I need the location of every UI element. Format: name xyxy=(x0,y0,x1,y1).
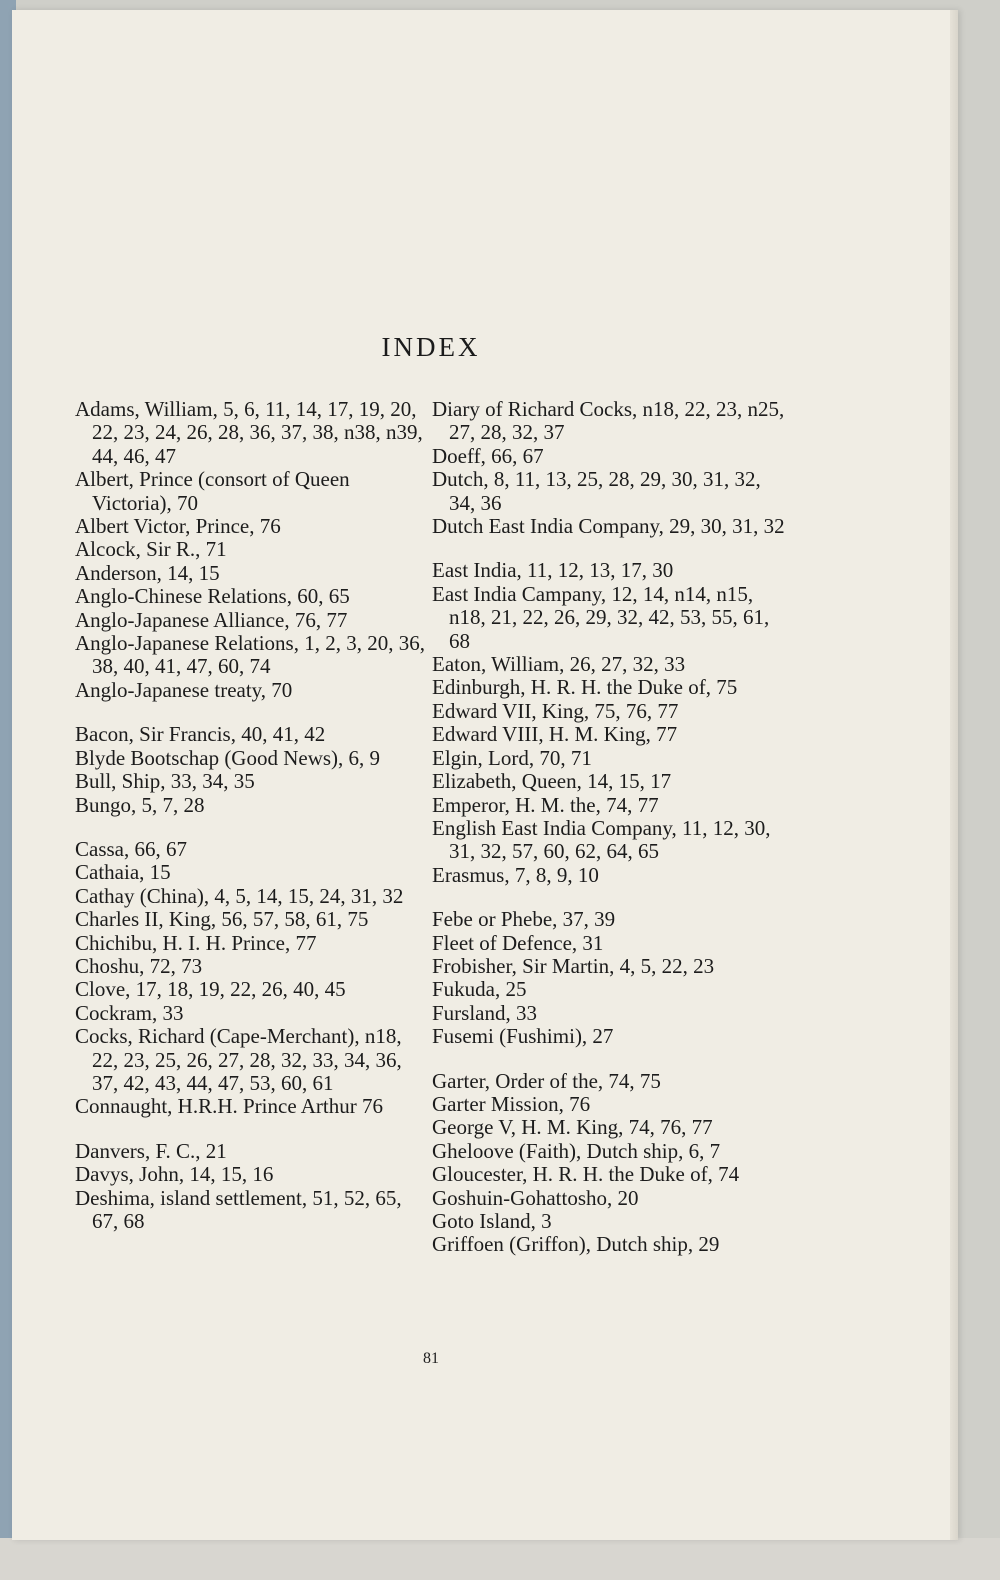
index-entry: Albert Victor, Prince, 76 xyxy=(75,514,281,539)
index-entry: Adams, William, 5, 6, 11, 14, 17, 19, 20, 22, 23, 24, 26, 28, 36, 37, 38, n38, n39, 44, 46, 47 xyxy=(75,397,423,468)
index-entry: Eaton, William, 26, 27, 32, 33 xyxy=(432,652,686,677)
index-entry: Anglo-Japanese treaty, 70 xyxy=(75,677,293,702)
index-entry: Dutch, 8, 11, 13, 25, 28, 29, 30, 31, 32, 34, 36 xyxy=(432,467,761,515)
index-entry: Emperor, H. M. the, 74, 77 xyxy=(432,792,659,817)
index-entry: Garter Mission, 76 xyxy=(432,1091,591,1116)
index-entry: Diary of Richard Cocks, n18, 22, 23, n25, 27, 28, 32, 37 xyxy=(432,397,785,445)
letter-group-gap xyxy=(75,817,425,838)
index-column-right xyxy=(432,398,792,1257)
letter-group-gap xyxy=(432,538,792,559)
index-entry: Cassa, 66, 67 xyxy=(75,836,187,861)
index-entry: Griffoen (Griffon), Dutch ship, 29 xyxy=(432,1232,720,1257)
index-entry: Anderson, 14, 15 xyxy=(75,560,220,585)
letter-group-gap xyxy=(75,1119,425,1140)
index-entry: Edward VII, King, 75, 76, 77 xyxy=(432,698,679,723)
index-entry: Danvers, F. C., 21 xyxy=(75,1138,227,1163)
index-entry: Clove, 17, 18, 19, 22, 26, 40, 45 xyxy=(75,977,346,1002)
letter-group-gap xyxy=(75,702,425,723)
index-entry: Fursland, 33 xyxy=(432,1000,537,1025)
index-entry: East India, 11, 12, 13, 17, 30 xyxy=(432,558,674,583)
index-entry: Fusemi (Fushimi), 27 xyxy=(432,1024,614,1049)
index-entry: Erasmus, 7, 8, 9, 10 xyxy=(432,862,599,887)
index-entry: Anglo-Japanese Relations, 1, 2, 3, 20, 36, 38, 40, 41, 47, 60, 74 xyxy=(75,631,425,679)
index-entry: Garter, Order of the, 74, 75 xyxy=(432,1068,661,1093)
page-title: INDEX xyxy=(381,332,481,362)
index-entry: Bacon, Sir Francis, 40, 41, 42 xyxy=(75,722,326,747)
index-entry: Deshima, island settlement, 51, 52, 65, 67, 68 xyxy=(75,1185,402,1233)
index-entry: Goto Island, 3 xyxy=(432,1209,552,1233)
index-entry: Elgin, Lord, 70, 71 xyxy=(432,745,592,770)
index-entry: Connaught, H.R.H. Prince Arthur 76 xyxy=(75,1094,383,1119)
index-entry: Cathaia, 15 xyxy=(75,860,171,885)
index-entry: Fukuda, 25 xyxy=(432,977,527,1002)
index-entry: Choshu, 72, 73 xyxy=(75,953,203,978)
index-entry: Gloucester, H. R. H. the Duke of, 74 xyxy=(432,1162,740,1187)
index-entry: Bull, Ship, 33, 34, 35 xyxy=(75,769,255,794)
index-column-left xyxy=(75,398,425,1233)
index-entry: Davys, John, 14, 15, 16 xyxy=(75,1162,274,1187)
index-entry: East India Campany, 12, 14, n14, n15, n18, 21, 22, 26, 29, 32, 42, 53, 55, 61, 68 xyxy=(432,581,770,653)
table-surface xyxy=(0,1538,1000,1580)
index-entry: Bungo, 5, 7, 28 xyxy=(75,792,205,817)
index-entry: Fleet of Defence, 31 xyxy=(432,930,604,955)
index-entry: Elizabeth, Queen, 14, 15, 17 xyxy=(432,769,672,794)
index-entry: Alcock, Sir R., 71 xyxy=(75,537,227,562)
index-entry: Anglo-Japanese Alliance, 76, 77 xyxy=(75,607,348,632)
index-entry: English East India Company, 11, 12, 30, 31, 32, 57, 60, 62, 64, 65 xyxy=(432,815,771,864)
index-entry: Dutch East India Company, 29, 30, 31, 32 xyxy=(432,514,785,539)
index-entry: Gheloove (Faith), Dutch ship, 6, 7 xyxy=(432,1138,721,1163)
index-entry: Chichibu, H. I. H. Prince, 77 xyxy=(75,930,317,955)
page-edge xyxy=(950,10,958,1540)
index-entry: Febe or Phebe, 37, 39 xyxy=(432,907,616,932)
letter-group-gap xyxy=(432,1049,792,1070)
index-entry: Albert, Prince (consort of Queen Victoria), 70 xyxy=(75,467,350,515)
index-entry: Frobisher, Sir Martin, 4, 5, 22, 23 xyxy=(432,953,715,978)
index-entry: Edinburgh, H. R. H. the Duke of, 75 xyxy=(432,675,738,700)
index-entry: Cathay (China), 4, 5, 14, 15, 24, 31, 32 xyxy=(75,883,404,908)
index-entry: Cockram, 33 xyxy=(75,1000,184,1025)
book-page xyxy=(12,10,958,1540)
page-number: 81 xyxy=(423,1350,439,1367)
index-entry: Doeff, 66, 67 xyxy=(432,443,544,468)
index-entry: Goshuin-Gohattosho, 20 xyxy=(432,1185,639,1210)
index-entry: Charles II, King, 56, 57, 58, 61, 75 xyxy=(75,907,369,932)
index-entry: Edward VIII, H. M. King, 77 xyxy=(432,722,678,747)
index-entry: Anglo-Chinese Relations, 60, 65 xyxy=(75,584,350,609)
index-entry: Blyde Bootschap (Good News), 6, 9 xyxy=(75,745,381,770)
index-entry: George V, H. M. King, 74, 76, 77 xyxy=(432,1115,713,1140)
letter-group-gap xyxy=(432,887,792,908)
index-entry: Cocks, Richard (Cape-Merchant), n18, 22, 23, 25, 26, 27, 28, 32, 33, 34, 36, 37, 42, 43, 44, 47, 53, 60, 61 xyxy=(75,1024,402,1095)
